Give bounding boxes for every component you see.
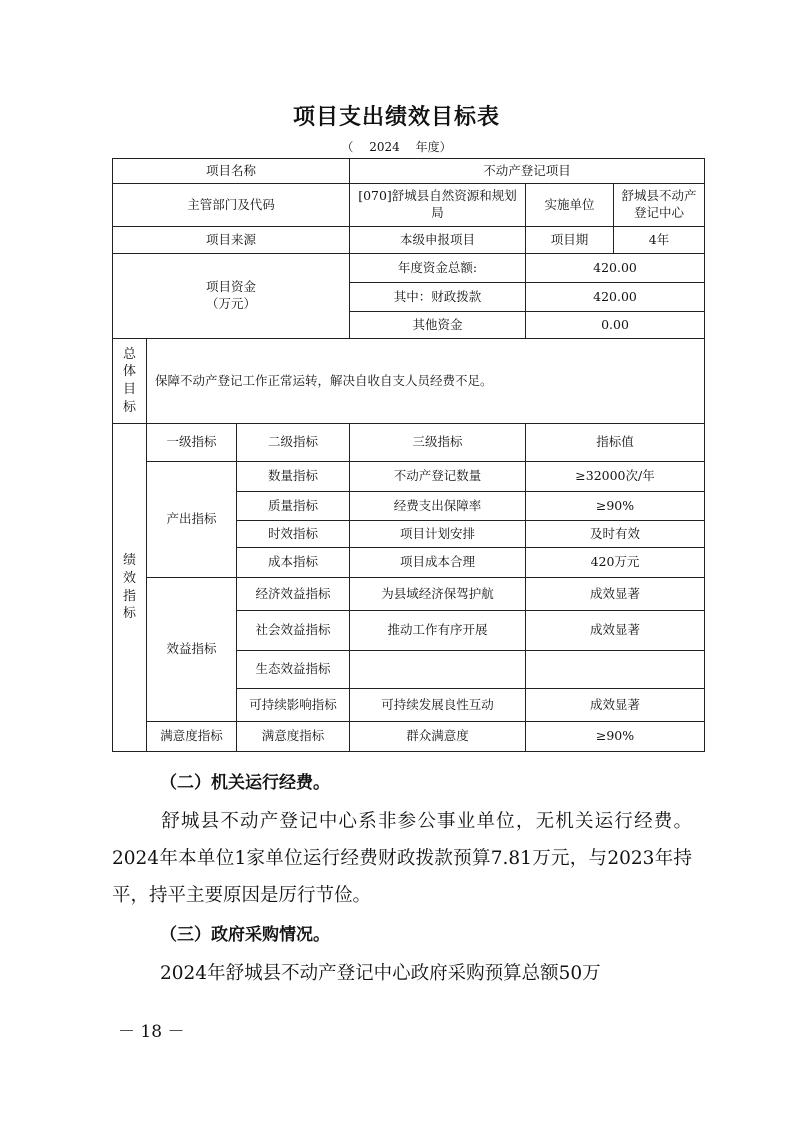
page-title: 项目支出绩效目标表 xyxy=(292,104,500,130)
l2-cell: 成本指标 xyxy=(237,548,350,578)
impl-unit-value: 舒城县不动产登记中心 xyxy=(614,184,705,227)
page-number: － 18 － xyxy=(118,1022,185,1042)
section2-text: 舒城县不动产登记中心系非参公事业单位，无机关运行经费。2024年本单位1家单位运行经费财政拨款预算7.81万元，与2023年持平，持平主要原因是厉行节俭。 xyxy=(112,811,692,906)
header-level2: 二级指标 xyxy=(237,424,350,462)
output-label: 产出指标 xyxy=(147,462,237,578)
year-label: 年度） xyxy=(415,140,452,154)
section3-text: 2024年舒城县不动产登记中心政府采购预算总额50万 xyxy=(160,963,601,984)
value-cell: 420万元 xyxy=(526,548,705,578)
fund-other-value: 0.00 xyxy=(526,312,705,339)
l2-cell: 时效指标 xyxy=(237,521,350,548)
l2-cell: 社会效益指标 xyxy=(237,611,350,651)
fund-fiscal-value: 420.00 xyxy=(526,283,705,312)
header-level3: 三级指标 xyxy=(350,424,526,462)
fund-other-label: 其他资金 xyxy=(350,312,526,339)
l1-cell: 满意度指标 xyxy=(147,722,237,752)
section2-heading: （二）机关运行经费。 xyxy=(160,773,330,793)
dept-value: [070]舒城县自然资源和规划局 xyxy=(350,184,526,227)
value-cell: 及时有效 xyxy=(526,521,705,548)
perf-label: 绩 效 指 标 xyxy=(113,424,147,752)
project-name-label: 项目名称 xyxy=(113,159,350,184)
table-row xyxy=(113,462,705,492)
l2-cell: 可持续影响指标 xyxy=(237,689,350,722)
period-label: 项目期 xyxy=(526,227,614,254)
fund-total-label: 年度资金总额: xyxy=(350,254,526,283)
section3-heading: （三）政府采购情况。 xyxy=(160,925,330,945)
l3-cell: 经费支出保障率 xyxy=(350,492,526,521)
value-cell: 成效显著 xyxy=(526,611,705,651)
fund-label-cell xyxy=(113,254,350,339)
l3-cell: 推动工作有序开展 xyxy=(350,611,526,651)
value-cell: 成效显著 xyxy=(526,578,705,611)
value-cell: ≥90% xyxy=(526,492,705,521)
source-value: 本级申报项目 xyxy=(350,227,526,254)
l3-cell xyxy=(350,651,526,689)
fund-label: 项目资金 xyxy=(205,279,256,295)
value-cell xyxy=(526,651,705,689)
benefit-label: 效益指标 xyxy=(147,578,237,722)
l2-cell: 质量指标 xyxy=(237,492,350,521)
l3-cell: 项目计划安排 xyxy=(350,521,526,548)
l3-cell: 项目成本合理 xyxy=(350,548,526,578)
project-name-value: 不动产登记项目 xyxy=(350,159,705,184)
l2-cell: 满意度指标 xyxy=(237,722,350,752)
period-value: 4年 xyxy=(614,227,705,254)
header-level1: 一级指标 xyxy=(147,424,237,462)
table-row xyxy=(113,578,705,611)
value-cell: ≥90% xyxy=(526,722,705,752)
year-open-paren: （ xyxy=(341,140,354,154)
l3-cell: 群众满意度 xyxy=(350,722,526,752)
l2-cell: 生态效益指标 xyxy=(237,651,350,689)
section2-paragraph xyxy=(112,803,692,914)
goal-text: 保障不动产登记工作正常运转，解决自收自支人员经费不足。 xyxy=(147,339,705,424)
fund-total-value: 420.00 xyxy=(526,254,705,283)
header-value: 指标值 xyxy=(526,424,705,462)
fund-fiscal-label: 其中：财政拨款 xyxy=(350,283,526,312)
performance-target-table xyxy=(112,158,705,752)
value-cell: 成效显著 xyxy=(526,689,705,722)
dept-label: 主管部门及代码 xyxy=(113,184,350,227)
l2-cell: 数量指标 xyxy=(237,462,350,492)
year-line xyxy=(0,138,793,155)
year-value: 2024 xyxy=(369,140,400,154)
impl-unit-label: 实施单位 xyxy=(526,184,614,227)
l3-cell: 可持续发展良性互动 xyxy=(350,689,526,722)
fund-unit: （万元） xyxy=(205,296,256,311)
l3-cell: 为县域经济保驾护航 xyxy=(350,578,526,611)
value-cell: ≥32000次/年 xyxy=(526,462,705,492)
source-label: 项目来源 xyxy=(113,227,350,254)
goal-label: 总 体 目 标 xyxy=(113,339,147,424)
l3-cell: 不动产登记数量 xyxy=(350,462,526,492)
section3-paragraph xyxy=(112,955,692,992)
table-row xyxy=(113,722,705,752)
l2-cell: 经济效益指标 xyxy=(237,578,350,611)
